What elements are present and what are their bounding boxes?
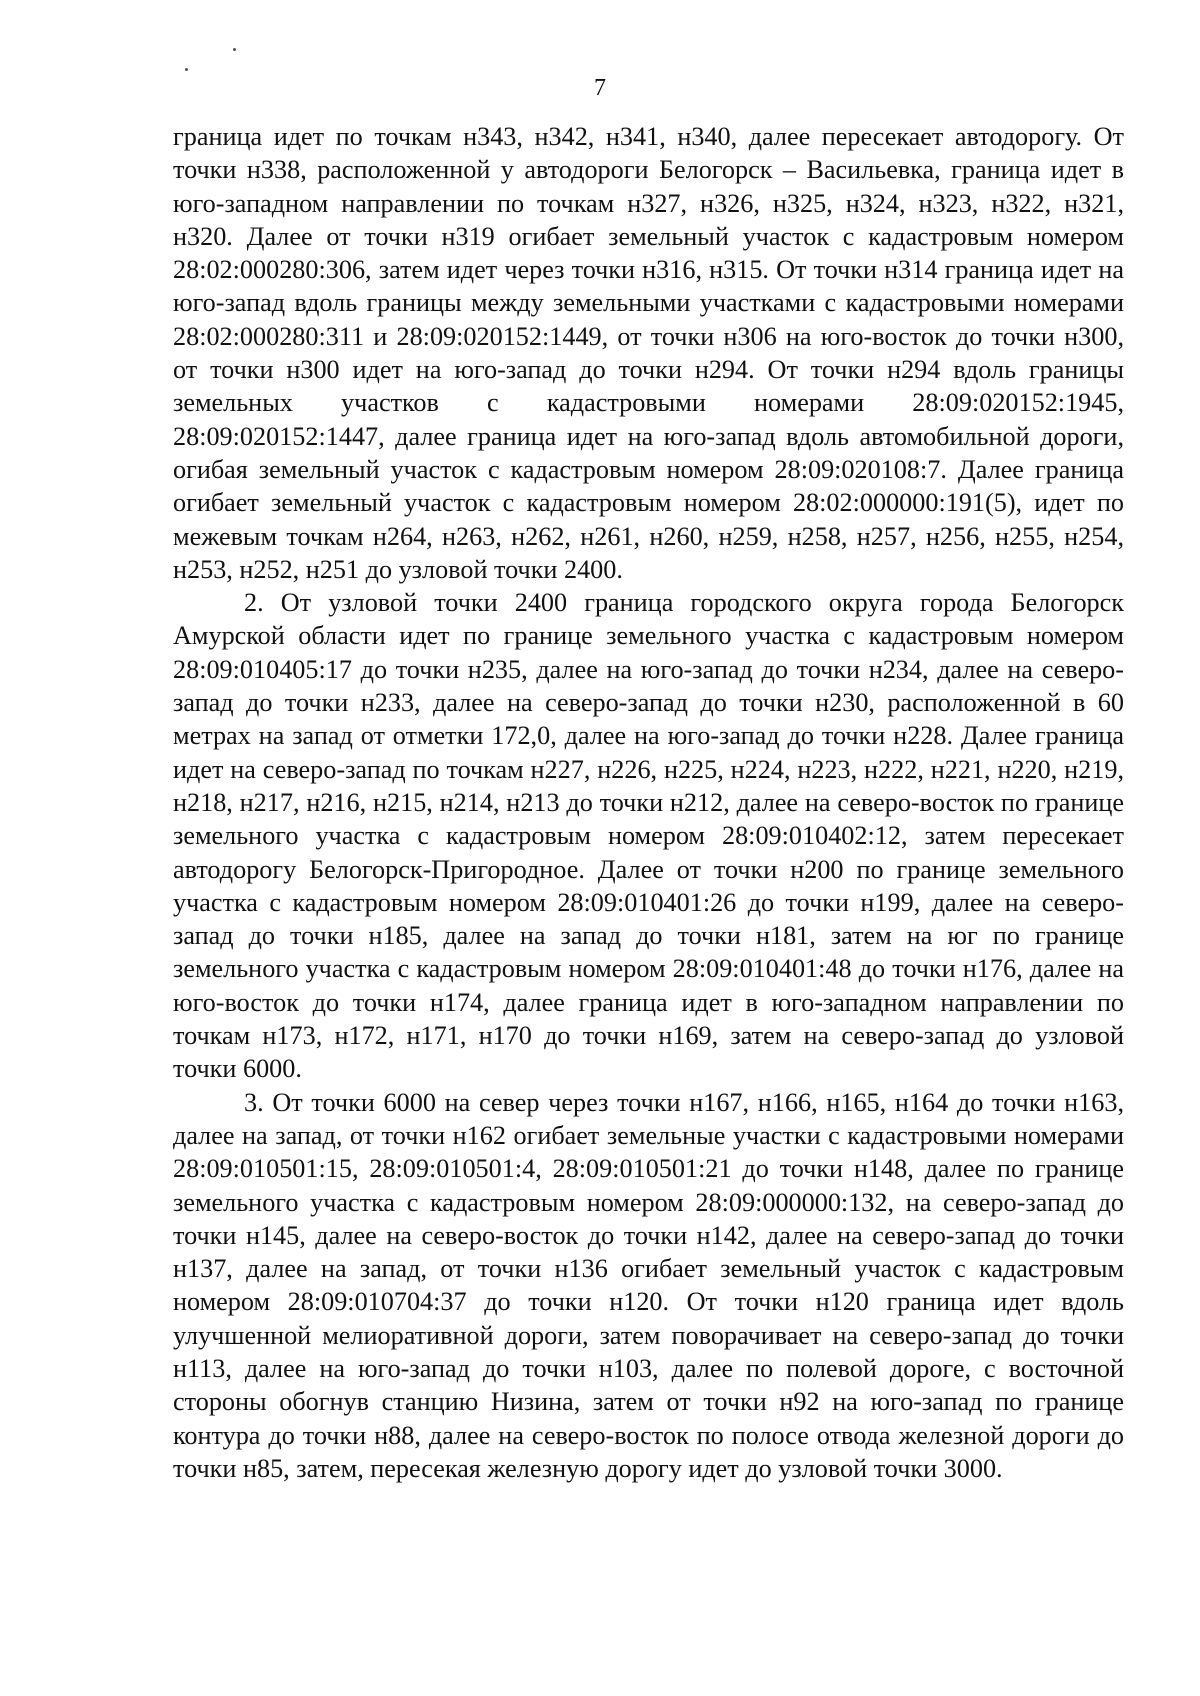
scan-artifact-dots: [185, 48, 245, 78]
scan-dot: [233, 48, 236, 51]
paragraph-item-2: 2. От узловой точки 2400 граница городского округа города Белогорск Амурской области идет по границе земельного участка с кадастровым номером 28:09:010405:17 до точки н235, далее на юго-запад до точки н234, далее на северо-запад до точки н233, далее на северо-запад до точки н230, расположенной в 60 метрах на запад от отметки 172,0, далее на юго-запад до точки н228. Далее граница идет на северо-запад по точкам н227, н226, н225, н224, н223, н222, н221, н220, н219, н218, н217, н216, н215, н214, н213 до точки н212, далее на северо-восток по границе земельного участка с кадастровым номером 28:09:010402:12, затем пересекает автодорогу Белогорск-Пригородное. Далее от точки н200 по границе земельного участка с кадастровым номером 28:09:010401:26 до точки н199, далее на северо-запад до точки н185, далее на запад до точки н181, затем на юг по границе земельного участка с кадастровым номером 28:09:010401:48 до точки н176, далее на юго-восток до точки н174, далее граница идет в юго-западном направлении по точкам н173, н172, н171, н170 до точки н169, затем на северо-запад до узловой точки 6000.: [173, 588, 1124, 1084]
body-text: [173, 120, 1124, 1485]
page-number: 7: [594, 75, 606, 101]
paragraph-continuation: граница идет по точкам н343, н342, н341, н340, далее пересекает автодорогу. От точки н338, расположенной у автодороги Белогорск – Васильевка, граница идет в юго-западном направлении по точкам н327, н326, н325, н324, н323, н322, н321, н320. Далее от точки н319 огибает земельный участок с кадастровым номером 28:02:000280:306, затем идет через точки н316, н315. От точки н314 граница идет на юго-запад вдоль границы между земельными участками с кадастровыми номерами 28:02:000280:311 и 28:09:020152:1449, от точки н306 на юго-восток до точки н300, от точки н300 идет на юго-запад до точки н294. От точки н294 вдоль границы земельных участков с кадастровыми номерами 28:09:020152:1945, 28:09:020152:1447, далее граница идет на юго-запад вдоль автомобильной дороги, огибая земельный участок с кадастровым номером 28:09:020108:7. Далее граница огибает земельный участок с кадастровым номером 28:02:000000:191(5), идет по межевым точкам н264, н263, н262, н261, н260, н259, н258, н257, н256, н255, н254, н253, н252, н251 до узловой точки 2400.: [173, 122, 1124, 584]
scan-dot: [185, 68, 188, 71]
paragraph-item-3: 3. От точки 6000 на север через точки н167, н166, н165, н164 до точки н163, далее на запад, от точки н162 огибает земельные участки с кадастровыми номерами 28:09:010501:15, 28:09:010501:4, 28:09:010501:21 до точки н148, далее по границе земельного участка с кадастровым номером 28:09:000000:132, на северо-запад до точки н145, далее на северо-восток до точки н142, далее на северо-запад до точки н137, далее на запад, от точки н136 огибает земельный участок с кадастровым номером 28:09:010704:37 до точки н120. От точки н120 граница идет вдоль улучшенной мелиоративной дороги, затем поворачивает на северо-запад до точки н113, далее на юго-запад до точки н103, далее по полевой дороге, с восточной стороны обогнув станцию Низина, затем от точки н92 на юго-запад по границе контура до точки н88, далее на северо-восток по полосе отвода железной дороги до точки н85, затем, пересекая железную дорогу идет до узловой точки 3000.: [173, 1087, 1124, 1483]
